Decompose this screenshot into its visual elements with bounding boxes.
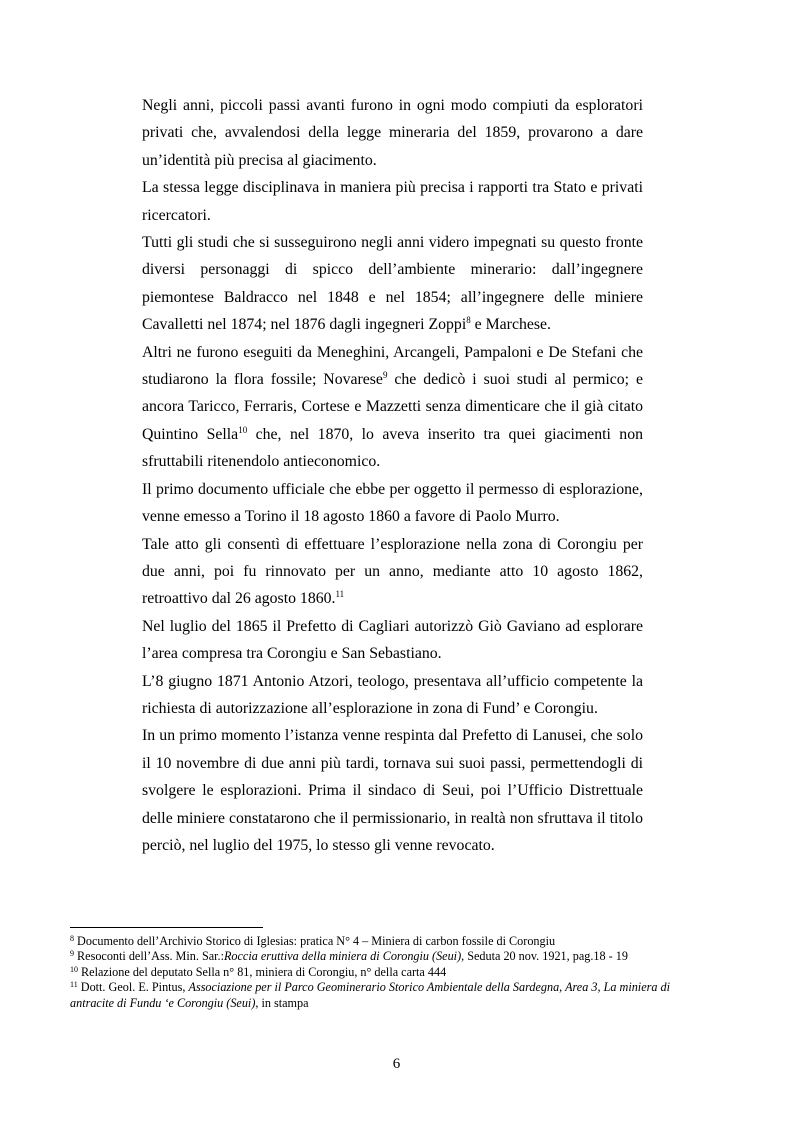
page-number: 6 [392,1056,401,1072]
footnote-ref[interactable]: 11 [335,589,345,600]
paragraph: In un primo momento l’istanza venne respinta dal Prefetto di Lanusei, che solo il 10 novembre di due anni più tardi, tornava sui suoi passi, permettendogli di svolgere le esplorazioni. Prima il sindaco di Seui, poi l’Ufficio Distrettuale delle miniere constatarono che il permissionario, in realtà non sfruttava il titolo perciò, nel luglio del 1975, lo stesso gli venne revocato. [142,727,643,854]
paragraph: Nel luglio del 1865 il Prefetto di Cagliari autorizzò Giò Gaviano ad esplorare l’area compresa tra Corongiu e San Sebastiano. [142,617,643,663]
footnote-ref[interactable]: 8 [466,315,471,326]
paragraph: Il primo documento ufficiale che ebbe per oggetto il permesso di esplorazione, venne emesso a Torino il 18 agosto 1860 a favore di Paolo Murro. [142,480,643,526]
footnote [70,980,670,1011]
paragraph [142,339,643,476]
footnote-ref[interactable]: 9 [382,370,388,381]
footnote-number: 8 [70,934,74,943]
footnote-number: 10 [70,964,78,974]
text-run: che, nel 1870, lo aveva inserito tra quei giacimenti non sfruttabili ritenendolo antieconomico. [142,425,643,471]
main-text [142,92,643,859]
footnote-title: Roccia eruttiva della miniera di Corongiu (Seui) [223,949,462,964]
footnote [70,934,670,949]
footnote-number: 11 [70,980,78,990]
paragraph: Negli anni, piccoli passi avanti furono in ogni modo compiuti da esploratori privati che, avvalendosi della legge mineraria del 1859, provarono a dare un’identità più precisa al giacimento. [142,97,643,169]
text-run: e Marchese. [470,316,551,334]
footnote [70,949,670,964]
footnote-title: Associazione per il Parco Geominerario Storico Ambientale della Sardegna, Area 3, La miniera di antracite di Fundu ‘e Corongiu (Seui), [70,980,670,1010]
text-run: che dedicò i suoi studi al permico; e ancora Taricco, Ferraris, Cortese e Mazzetti senza dimenticare che il già citato Quintino Sella [142,371,643,443]
text-run: Tale atto gli consentì di effettuare l’esplorazione nella zona di Corongiu per due anni, poi fu rinnovato per un anno, mediante atto 10 agosto 1862, retroattivo dal 26 agosto 1860. [142,535,643,608]
footnote-text: Dott. Geol. E. Pintus, [77,980,189,995]
paragraph: L’8 giugno 1871 Antonio Atzori, teologo, presentava all’ufficio competente la richiesta di autorizzazione all’esplorazione in zona di Fund’ e Corongiu. [142,672,643,717]
footnote-ref[interactable]: 10 [238,424,248,435]
footnote-text: Relazione del deputato Sella n° 81, miniera di Corongiu, n° della carta 444 [78,964,447,979]
paragraph: La stessa legge disciplinava in maniera più precisa i rapporti tra Stato e privati ricercatori. [142,179,643,224]
paragraph [142,229,643,339]
footnote-text: in stampa [258,995,309,1010]
footnotes [70,934,670,1011]
text-run: Tutti gli studi che si susseguirono negli anni videro impegnati su questo fronte diversi personaggi di spicco dell’ambiente minerario: dall’ingegnere piemontese Baldracco nel 1848 e nel 1854; all’ingegnere delle miniere Cavalletti nel 1874; nel 1876 dagli ingegneri Zoppi [142,234,643,334]
text-run: Altri ne furono eseguiti da Meneghini, Arcangeli, Pampaloni e De Stefani che studiarono la flora fossile; Novarese [142,343,643,389]
footnote-text: Resoconti dell’Ass. Min. Sar.: [74,949,224,964]
footnote-text: Documento dell’Archivio Storico di Iglesias: pratica N° 4 – Miniera di carbon fossile di Corongiu [74,934,556,948]
footnote-text: , Seduta 20 nov. 1921, pag.18 - 19 [461,949,628,964]
footnote [70,965,670,980]
footnote-number: 9 [70,949,74,959]
paragraph [142,531,643,613]
footnote-separator [70,927,263,928]
